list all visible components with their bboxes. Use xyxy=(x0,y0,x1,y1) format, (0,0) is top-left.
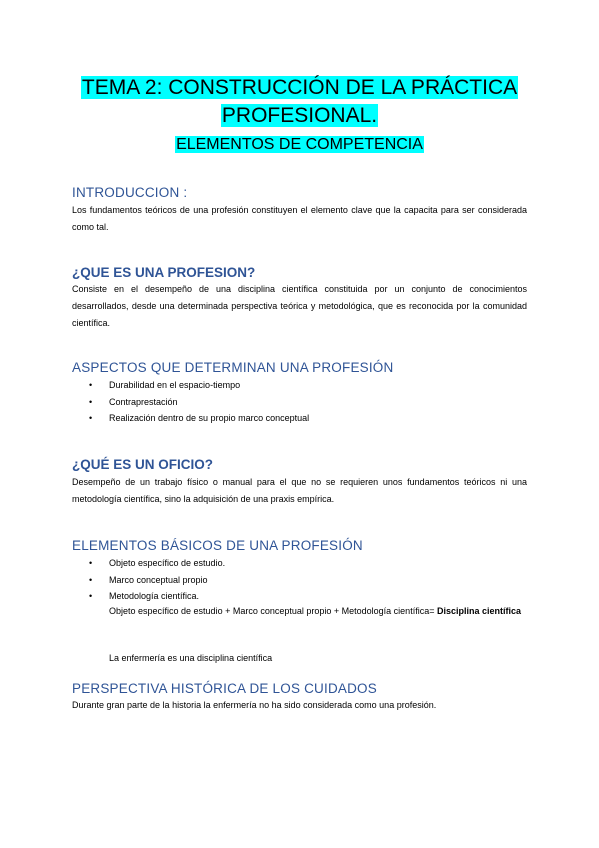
title-text-1: TEMA 2: CONSTRUCCIÓN DE LA PRÁCTICA xyxy=(81,76,518,99)
title-line-1 xyxy=(0,75,599,101)
list-item: • Realización dentro de su propio marco conceptual xyxy=(72,410,309,427)
oficio-heading: ¿QUÉ ES UN OFICIO? xyxy=(72,457,214,472)
profesion-heading: ¿QUE ES UNA PROFESION? xyxy=(72,265,256,280)
oficio-paragraph: Desempeño de un trabajo físico o manual para el que no se requieren unos fundamentos teóricos ni una metodología científica, sino la adquisición de una praxis empírica. xyxy=(72,477,527,504)
perspectiva-heading: PERSPECTIVA HISTÓRICA DE LOS CUIDADOS xyxy=(72,681,377,696)
list-item: • Marco conceptual propio xyxy=(72,572,225,589)
list-item: • Metodología científica. xyxy=(72,588,225,605)
note-text: La enfermería es una disciplina científica xyxy=(109,653,273,663)
list-item: • Objeto específico de estudio. xyxy=(72,555,225,572)
profesion-paragraph: Consiste en el desempeño de una disciplina científica constituida por un conjunto de conocimientos desarrollados, desde una determinada perspectiva teórica y metodológica, que es reconocida por la comunidad científica. xyxy=(72,284,527,328)
list-item: • Contraprestación xyxy=(72,394,309,411)
formula-text xyxy=(109,603,529,619)
formula-bold: Disciplina científica xyxy=(436,606,521,616)
intro-paragraph: Los fundamentos teóricos de una profesión constituyen el elemento clave que la capacita para ser considerada como tal. xyxy=(72,205,527,232)
aspectos-heading: ASPECTOS QUE DETERMINAN UNA PROFESIÓN xyxy=(72,360,394,375)
elementos-list xyxy=(72,555,225,605)
subtitle-line xyxy=(0,134,599,156)
subtitle-text: ELEMENTOS DE COMPETENCIA xyxy=(176,136,423,153)
elementos-heading: ELEMENTOS BÁSICOS DE UNA PROFESIÓN xyxy=(72,538,363,553)
perspectiva-paragraph: Durante gran parte de la historia la enfermería no ha sido considerada como una profesión. xyxy=(72,700,437,710)
list-item: • Durabilidad en el espacio-tiempo xyxy=(72,377,309,394)
title-line-2 xyxy=(0,103,599,129)
formula-plain: Objeto específico de estudio + Marco conceptual propio + Metodología científica= xyxy=(109,606,437,616)
title-text-2: PROFESIONAL. xyxy=(221,104,378,127)
aspectos-list xyxy=(72,377,309,427)
intro-heading: INTRODUCCION : xyxy=(72,185,188,200)
